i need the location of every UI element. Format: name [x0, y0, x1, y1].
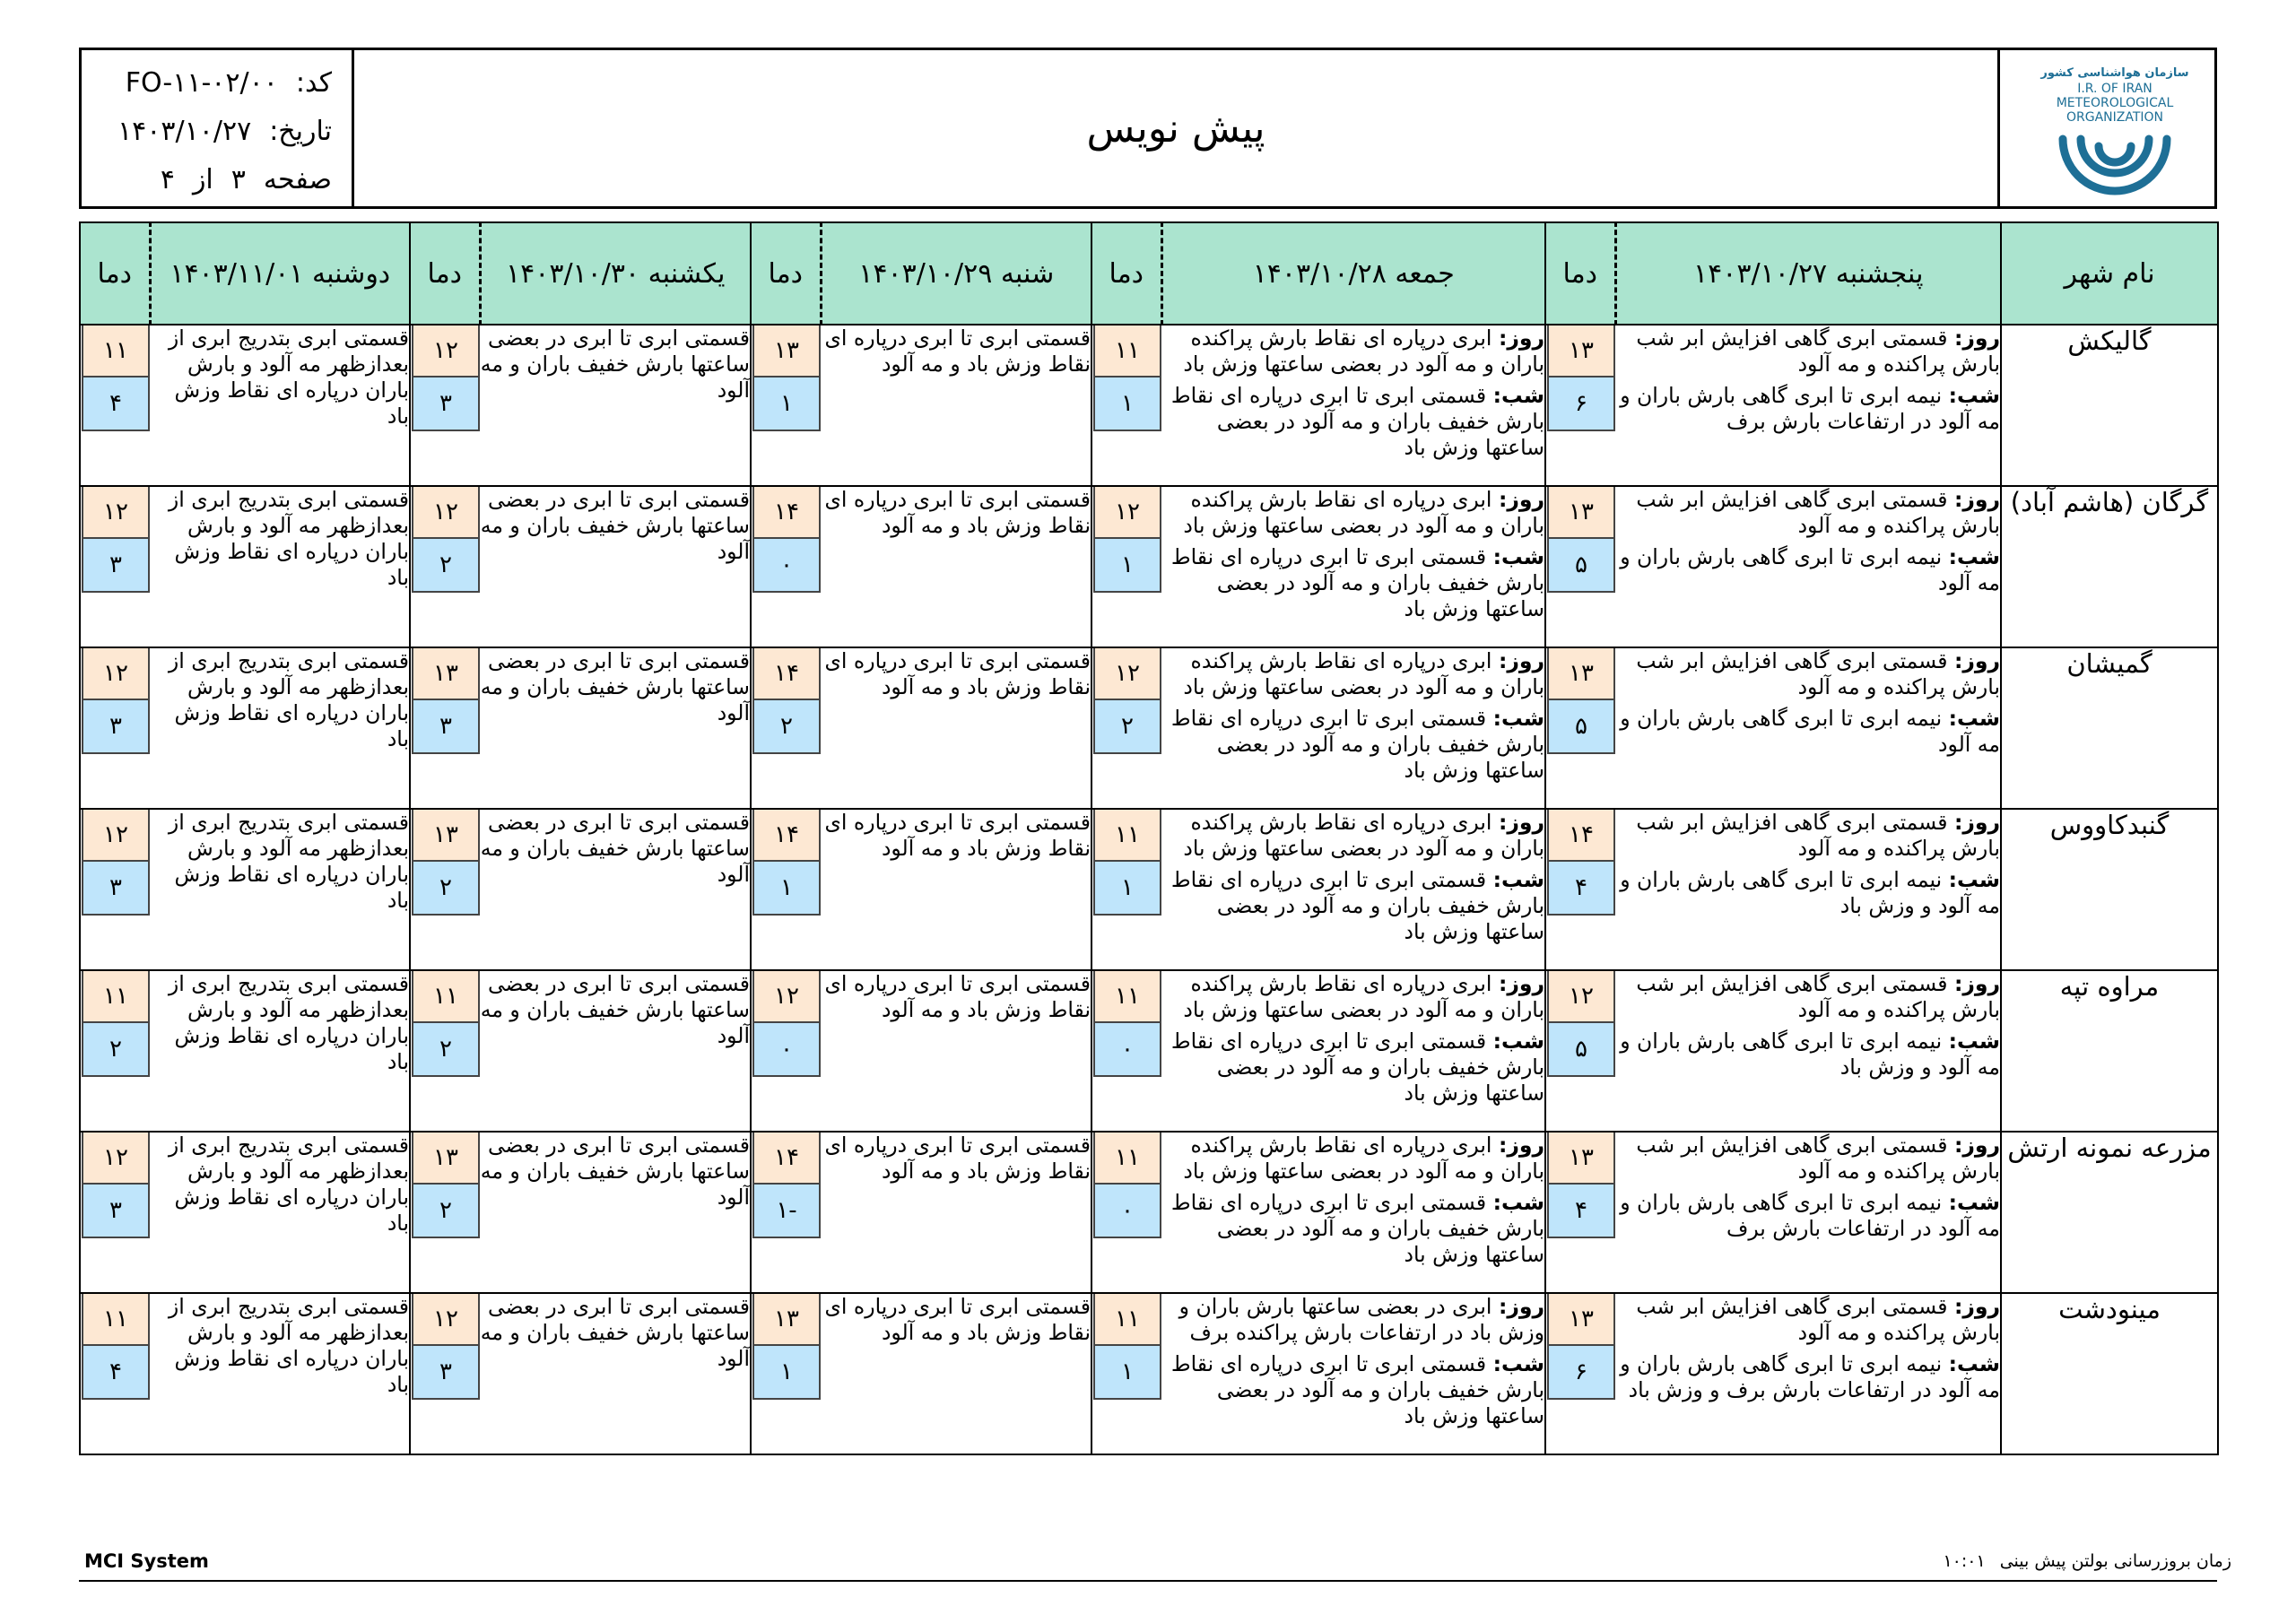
day-text: قسمتی ابری گاهی افزایش ابر شب بارش پراکنده و مه آلود — [1636, 487, 2000, 538]
temps-day4 — [410, 809, 480, 970]
max-temp: ۱۱ — [1093, 1294, 1161, 1346]
city-header: نام شهر — [2001, 222, 2218, 325]
max-temp: ۱۲ — [1093, 648, 1161, 700]
min-temp: ۱ — [1093, 862, 1161, 916]
svg-text:ORGANIZATION: ORGANIZATION — [2066, 110, 2163, 125]
table-row — [80, 970, 2218, 1132]
day-label: روز: — [1953, 1133, 2000, 1158]
day-label: روز: — [1498, 487, 1544, 512]
min-temp: ۵ — [1547, 700, 1615, 754]
night-text: قسمتی ابری تا ابری درپاره ای نقاط بارش خفیف باران و مه آلود در بعضی ساعتها وزش باد — [1170, 1190, 1544, 1267]
day-label: روز: — [1498, 1294, 1544, 1319]
min-temp: ۳ — [412, 378, 480, 431]
temps-day2 — [1091, 647, 1161, 809]
day-label: روز: — [1498, 1133, 1544, 1158]
night-label: شب: — [1948, 867, 2000, 892]
page-of: از — [192, 164, 213, 195]
table-row — [80, 1293, 2218, 1454]
temps-day4 — [410, 647, 480, 809]
document-header — [79, 48, 2217, 209]
temp-header: دما — [80, 222, 150, 325]
forecast-day5: قسمتی ابری بتدریج ابری از بعدازظهر مه آلود و بارش باران درپاره ای نقاط وزش باد — [150, 325, 410, 486]
max-temp: ۱۳ — [1547, 325, 1615, 378]
page-total: ۴ — [160, 164, 175, 195]
max-temp: ۱۱ — [1093, 1133, 1161, 1185]
temps-day5 — [80, 1132, 150, 1293]
night-text: نیمه ابری تا ابری گاهی بارش باران و مه آلود در ارتفاعات بارش برف — [1620, 1190, 2000, 1241]
temps-day1 — [1545, 1293, 1615, 1454]
min-temp: ۳ — [412, 1346, 480, 1400]
title-cell — [354, 50, 1997, 206]
city-name: گرگان (هاشم آباد) — [2001, 486, 2218, 647]
day-text: قسمتی ابری گاهی افزایش ابر شب بارش پراکنده و مه آلود — [1636, 325, 2000, 377]
max-temp: ۱۲ — [412, 1294, 480, 1346]
forecast-table — [79, 221, 2219, 1455]
svg-text:سازمان هواشناسی کشور: سازمان هواشناسی کشور — [2039, 66, 2189, 80]
day-text: قسمتی ابری گاهی افزایش ابر شب بارش پراکنده و مه آلود — [1636, 810, 2000, 861]
temp-header: دما — [1091, 222, 1161, 325]
forecast-day4: قسمتی ابری تا ابری در بعضی ساعتها بارش خفیف باران و مه آلود — [480, 1293, 751, 1454]
temps-day3 — [751, 970, 821, 1132]
forecast-day1 — [1615, 647, 2001, 809]
day-label: روز: — [1498, 810, 1544, 835]
temps-day3 — [751, 809, 821, 970]
table-row — [80, 647, 2218, 809]
max-temp: ۱۳ — [412, 648, 480, 700]
forecast-day3: قسمتی ابری تا ابری درپاره ای نقاط وزش باد و مه آلود — [821, 647, 1091, 809]
temps-day1 — [1545, 325, 1615, 486]
min-temp: ۱ — [1093, 539, 1161, 593]
date-value: ۱۴۰۳/۱۰/۲۷ — [117, 116, 252, 147]
night-text: قسمتی ابری تا ابری درپاره ای نقاط بارش خفیف باران و مه آلود در بعضی ساعتها وزش باد — [1170, 867, 1544, 944]
forecast-day1 — [1615, 1293, 2001, 1454]
forecast-day3: قسمتی ابری تا ابری درپاره ای نقاط وزش باد و مه آلود — [821, 1132, 1091, 1293]
forecast-day5: قسمتی ابری بتدریج ابری از بعدازظهر مه آلود و بارش باران درپاره ای نقاط وزش باد — [150, 647, 410, 809]
forecast-day3: قسمتی ابری تا ابری درپاره ای نقاط وزش باد و مه آلود — [821, 1293, 1091, 1454]
day-text: ابری درپاره ای نقاط بارش پراکنده باران و مه آلود در بعضی ساعتها وزش باد — [1183, 971, 1544, 1022]
day-label: روز: — [1953, 810, 2000, 835]
forecast-day5: قسمتی ابری بتدریج ابری از بعدازظهر مه آلود و بارش باران درپاره ای نقاط وزش باد — [150, 970, 410, 1132]
day-label: روز: — [1953, 648, 2000, 673]
max-temp: ۱۲ — [1547, 971, 1615, 1023]
night-label: شب: — [1948, 383, 2000, 408]
footer-divider — [79, 1580, 2217, 1582]
temps-day5 — [80, 970, 150, 1132]
max-temp: ۱۳ — [412, 810, 480, 862]
day-text: قسمتی ابری گاهی افزایش ابر شب بارش پراکنده و مه آلود — [1636, 648, 2000, 699]
night-label: شب: — [1492, 1190, 1544, 1215]
temps-day2 — [1091, 809, 1161, 970]
max-temp: ۱۱ — [82, 971, 150, 1023]
max-temp: ۱۲ — [82, 1133, 150, 1185]
min-temp: ۳ — [82, 700, 150, 754]
day-text: قسمتی ابری گاهی افزایش ابر شب بارش پراکنده و مه آلود — [1636, 1294, 2000, 1345]
temps-day5 — [80, 647, 150, 809]
temps-day2 — [1091, 1132, 1161, 1293]
min-temp: ۱ — [752, 1346, 821, 1400]
code-value: FO-۱۱-۰۲/۰۰ — [125, 67, 278, 99]
min-temp: ۲ — [82, 1023, 150, 1077]
day-header: جمعه ۱۴۰۳/۱۰/۲۸ — [1161, 222, 1545, 325]
min-temp: ۰ — [1093, 1023, 1161, 1077]
temps-day4 — [410, 325, 480, 486]
day-label: روز: — [1498, 325, 1544, 351]
temps-day3 — [751, 1293, 821, 1454]
min-temp: ۱ — [752, 862, 821, 916]
min-temp: ۲ — [412, 539, 480, 593]
temps-day4 — [410, 970, 480, 1132]
max-temp: ۱۲ — [412, 487, 480, 539]
night-label: شب: — [1492, 867, 1544, 892]
max-temp: ۱۴ — [1547, 810, 1615, 862]
day-text: ابری در بعضی ساعتها بارش باران و وزش باد در ارتفاعات بارش پراکنده برف — [1178, 1294, 1544, 1345]
min-temp: ۲ — [752, 700, 821, 754]
night-label: شب: — [1492, 706, 1544, 731]
forecast-day1 — [1615, 970, 2001, 1132]
temps-day3 — [751, 1132, 821, 1293]
forecast-day5: قسمتی ابری بتدریج ابری از بعدازظهر مه آلود و بارش باران درپاره ای نقاط وزش باد — [150, 1293, 410, 1454]
max-temp: ۱۳ — [752, 325, 821, 378]
night-text: قسمتی ابری تا ابری درپاره ای نقاط بارش خفیف باران و مه آلود در بعضی ساعتها وزش باد — [1170, 706, 1544, 783]
min-temp: ۴ — [82, 1346, 150, 1400]
min-temp: ۱ — [1093, 1346, 1161, 1400]
max-temp: ۱۳ — [1547, 1294, 1615, 1346]
day-header: دوشنبه ۱۴۰۳/۱۱/۰۱ — [150, 222, 410, 325]
temps-day4 — [410, 486, 480, 647]
temps-day1 — [1545, 970, 1615, 1132]
max-temp: ۱۴ — [752, 810, 821, 862]
day-text: ابری درپاره ای نقاط بارش پراکنده باران و مه آلود در بعضی ساعتها وزش باد — [1183, 487, 1544, 538]
code-row — [82, 59, 332, 108]
night-label: شب: — [1492, 383, 1544, 408]
min-temp: ۵ — [1547, 539, 1615, 593]
min-temp: -۱ — [752, 1185, 821, 1238]
max-temp: ۱۳ — [412, 1133, 480, 1185]
temps-day4 — [410, 1132, 480, 1293]
forecast-day2 — [1161, 1132, 1545, 1293]
day-text: ابری درپاره ای نقاط بارش پراکنده باران و مه آلود در بعضی ساعتها وزش باد — [1183, 325, 1544, 377]
night-text: نیمه ابری تا ابری گاهی بارش باران و مه آلود — [1620, 544, 2000, 595]
day-label: روز: — [1498, 648, 1544, 673]
min-temp: ۴ — [1547, 862, 1615, 916]
day-text: قسمتی ابری گاهی افزایش ابر شب بارش پراکنده و مه آلود — [1636, 1133, 2000, 1184]
forecast-day2 — [1161, 809, 1545, 970]
min-temp: ۱ — [752, 378, 821, 431]
forecast-day4: قسمتی ابری تا ابری در بعضی ساعتها بارش خفیف باران و مه آلود — [480, 970, 751, 1132]
forecast-day1 — [1615, 1132, 2001, 1293]
min-temp: ۰ — [1093, 1185, 1161, 1238]
day-label: روز: — [1953, 1294, 2000, 1319]
day-label: روز: — [1498, 971, 1544, 996]
max-temp: ۱۱ — [412, 971, 480, 1023]
temps-day5 — [80, 809, 150, 970]
forecast-day4: قسمتی ابری تا ابری در بعضی ساعتها بارش خفیف باران و مه آلود — [480, 486, 751, 647]
night-label: شب: — [1492, 544, 1544, 569]
night-text: نیمه ابری تا ابری گاهی بارش باران و مه آلود در ارتفاعات بارش برف — [1620, 383, 2000, 434]
forecast-day2 — [1161, 1293, 1545, 1454]
logo-cell — [1997, 50, 2214, 206]
forecast-day1 — [1615, 486, 2001, 647]
temps-day2 — [1091, 1293, 1161, 1454]
temps-day2 — [1091, 486, 1161, 647]
page-current: ۳ — [230, 164, 246, 195]
forecast-day3: قسمتی ابری تا ابری درپاره ای نقاط وزش باد و مه آلود — [821, 325, 1091, 486]
day-text: قسمتی ابری گاهی افزایش ابر شب بارش پراکنده و مه آلود — [1636, 971, 2000, 1022]
svg-text:I.R. OF IRAN: I.R. OF IRAN — [2076, 82, 2152, 96]
min-temp: ۰ — [752, 1023, 821, 1077]
city-name: مراوه تپه — [2001, 970, 2218, 1132]
temps-day3 — [751, 647, 821, 809]
max-temp: ۱۱ — [82, 1294, 150, 1346]
page-row — [82, 156, 332, 204]
night-text: قسمتی ابری تا ابری درپاره ای نقاط بارش خفیف باران و مه آلود در بعضی ساعتها وزش باد — [1170, 544, 1544, 621]
night-label: شب: — [1948, 1190, 2000, 1215]
code-label: کد: — [295, 67, 332, 99]
page-title: پیش نویس — [1086, 105, 1265, 152]
day-header: یکشنبه ۱۴۰۳/۱۰/۳۰ — [480, 222, 751, 325]
forecast-day5: قسمتی ابری بتدریج ابری از بعدازظهر مه آلود و بارش باران درپاره ای نقاط وزش باد — [150, 1132, 410, 1293]
night-text: نیمه ابری تا ابری گاهی بارش باران و مه آلود در ارتفاعات بارش برف و وزش باد — [1620, 1351, 2000, 1402]
max-temp: ۱۱ — [82, 325, 150, 378]
system-name: MCI System — [84, 1550, 209, 1572]
forecast-day5: قسمتی ابری بتدریج ابری از بعدازظهر مه آلود و بارش باران درپاره ای نقاط وزش باد — [150, 486, 410, 647]
date-row — [82, 108, 332, 156]
temps-day2 — [1091, 970, 1161, 1132]
city-name: مینودشت — [2001, 1293, 2218, 1454]
table-row — [80, 325, 2218, 486]
min-temp: ۵ — [1547, 1023, 1615, 1077]
min-temp: ۳ — [412, 700, 480, 754]
night-text: نیمه ابری تا ابری گاهی بارش باران و مه آلود — [1620, 706, 2000, 757]
forecast-day3: قسمتی ابری تا ابری درپاره ای نقاط وزش باد و مه آلود — [821, 809, 1091, 970]
min-temp: ۶ — [1547, 378, 1615, 431]
night-label: شب: — [1948, 1351, 2000, 1376]
max-temp: ۱۲ — [82, 810, 150, 862]
meteorological-organization-logo — [2009, 56, 2206, 200]
max-temp: ۱۴ — [752, 1133, 821, 1185]
night-text: قسمتی ابری تا ابری درپاره ای نقاط بارش خفیف باران و مه آلود در بعضی ساعتها وزش باد — [1170, 383, 1544, 460]
forecast-day2 — [1161, 647, 1545, 809]
city-name: گالیکش — [2001, 325, 2218, 486]
forecast-day3: قسمتی ابری تا ابری درپاره ای نقاط وزش باد و مه آلود — [821, 970, 1091, 1132]
min-temp: ۲ — [412, 1185, 480, 1238]
day-label: روز: — [1953, 971, 2000, 996]
day-label: روز: — [1953, 487, 2000, 512]
city-name: گنبدکاووس — [2001, 809, 2218, 970]
min-temp: ۲ — [1093, 700, 1161, 754]
temps-day5 — [80, 486, 150, 647]
temps-day1 — [1545, 486, 1615, 647]
night-text: قسمتی ابری تا ابری درپاره ای نقاط بارش خفیف باران و مه آلود در بعضی ساعتها وزش باد — [1170, 1351, 1544, 1428]
night-text: نیمه ابری تا ابری گاهی بارش باران و مه آلود و وزش باد — [1620, 867, 2000, 918]
max-temp: ۱۲ — [82, 487, 150, 539]
forecast-day4: قسمتی ابری تا ابری در بعضی ساعتها بارش خفیف باران و مه آلود — [480, 647, 751, 809]
night-label: شب: — [1948, 544, 2000, 569]
max-temp: ۱۳ — [1547, 648, 1615, 700]
temps-day1 — [1545, 647, 1615, 809]
svg-text:METEOROLOGICAL: METEOROLOGICAL — [2056, 96, 2173, 110]
table-row — [80, 809, 2218, 970]
max-temp: ۱۱ — [1093, 971, 1161, 1023]
day-text: ابری درپاره ای نقاط بارش پراکنده باران و مه آلود در بعضی ساعتها وزش باد — [1183, 1133, 1544, 1184]
forecast-day3: قسمتی ابری تا ابری درپاره ای نقاط وزش باد و مه آلود — [821, 486, 1091, 647]
table-header-row — [80, 222, 2218, 325]
update-label: زمان بروزرسانی بولتن پیش بینی — [1999, 1551, 2231, 1571]
table-row — [80, 486, 2218, 647]
city-name: گمیشان — [2001, 647, 2218, 809]
temps-day3 — [751, 486, 821, 647]
max-temp: ۱۲ — [752, 971, 821, 1023]
night-text: قسمتی ابری تا ابری درپاره ای نقاط بارش خفیف باران و مه آلود در بعضی ساعتها وزش باد — [1170, 1028, 1544, 1106]
max-temp: ۱۲ — [1093, 487, 1161, 539]
forecast-day2 — [1161, 486, 1545, 647]
temps-day5 — [80, 325, 150, 486]
max-temp: ۱۴ — [752, 487, 821, 539]
night-label: شب: — [1948, 1028, 2000, 1054]
day-text: ابری درپاره ای نقاط بارش پراکنده باران و مه آلود در بعضی ساعتها وزش باد — [1183, 648, 1544, 699]
update-time: ۱۰:۰۱ — [1943, 1551, 1986, 1571]
max-temp: ۱۳ — [1547, 487, 1615, 539]
temps-day3 — [751, 325, 821, 486]
temps-day1 — [1545, 1132, 1615, 1293]
temp-header: دما — [410, 222, 480, 325]
night-label: شب: — [1492, 1351, 1544, 1376]
night-text: نیمه ابری تا ابری گاهی بارش باران و مه آلود و وزش باد — [1620, 1028, 2000, 1080]
temps-day5 — [80, 1293, 150, 1454]
min-temp: ۳ — [82, 1185, 150, 1238]
max-temp: ۱۱ — [1093, 810, 1161, 862]
forecast-day1 — [1615, 325, 2001, 486]
day-header: شنبه ۱۴۰۳/۱۰/۲۹ — [821, 222, 1091, 325]
max-temp: ۱۲ — [82, 648, 150, 700]
min-temp: ۲ — [412, 1023, 480, 1077]
temp-header: دما — [751, 222, 821, 325]
max-temp: ۱۲ — [412, 325, 480, 378]
forecast-day4: قسمتی ابری تا ابری در بعضی ساعتها بارش خفیف باران و مه آلود — [480, 325, 751, 486]
day-header: پنجشنبه ۱۴۰۳/۱۰/۲۷ — [1615, 222, 2001, 325]
forecast-day5: قسمتی ابری بتدریج ابری از بعدازظهر مه آلود و بارش باران درپاره ای نقاط وزش باد — [150, 809, 410, 970]
min-temp: ۳ — [82, 539, 150, 593]
max-temp: ۱۳ — [1547, 1133, 1615, 1185]
day-label: روز: — [1953, 325, 2000, 351]
update-info — [1943, 1551, 2231, 1571]
min-temp: ۴ — [82, 378, 150, 431]
city-name: مزرعه نمونه ارتش — [2001, 1132, 2218, 1293]
temp-header: دما — [1545, 222, 1615, 325]
temps-day4 — [410, 1293, 480, 1454]
forecast-day1 — [1615, 809, 2001, 970]
date-label: تاریخ: — [269, 116, 332, 147]
min-temp: ۳ — [82, 862, 150, 916]
forecast-day2 — [1161, 325, 1545, 486]
night-label: شب: — [1948, 706, 2000, 731]
table-row — [80, 1132, 2218, 1293]
min-temp: ۱ — [1093, 378, 1161, 431]
day-text: ابری درپاره ای نقاط بارش پراکنده باران و مه آلود در بعضی ساعتها وزش باد — [1183, 810, 1544, 861]
forecast-day4: قسمتی ابری تا ابری در بعضی ساعتها بارش خفیف باران و مه آلود — [480, 809, 751, 970]
forecast-day4: قسمتی ابری تا ابری در بعضی ساعتها بارش خفیف باران و مه آلود — [480, 1132, 751, 1293]
document-meta — [82, 50, 354, 206]
night-label: شب: — [1492, 1028, 1544, 1054]
min-temp: ۶ — [1547, 1346, 1615, 1400]
max-temp: ۱۴ — [752, 648, 821, 700]
forecast-day2 — [1161, 970, 1545, 1132]
temps-day1 — [1545, 809, 1615, 970]
min-temp: ۴ — [1547, 1185, 1615, 1238]
min-temp: ۲ — [412, 862, 480, 916]
max-temp: ۱۱ — [1093, 325, 1161, 378]
temps-day2 — [1091, 325, 1161, 486]
min-temp: ۰ — [752, 539, 821, 593]
page-label: صفحه — [263, 164, 332, 195]
max-temp: ۱۳ — [752, 1294, 821, 1346]
